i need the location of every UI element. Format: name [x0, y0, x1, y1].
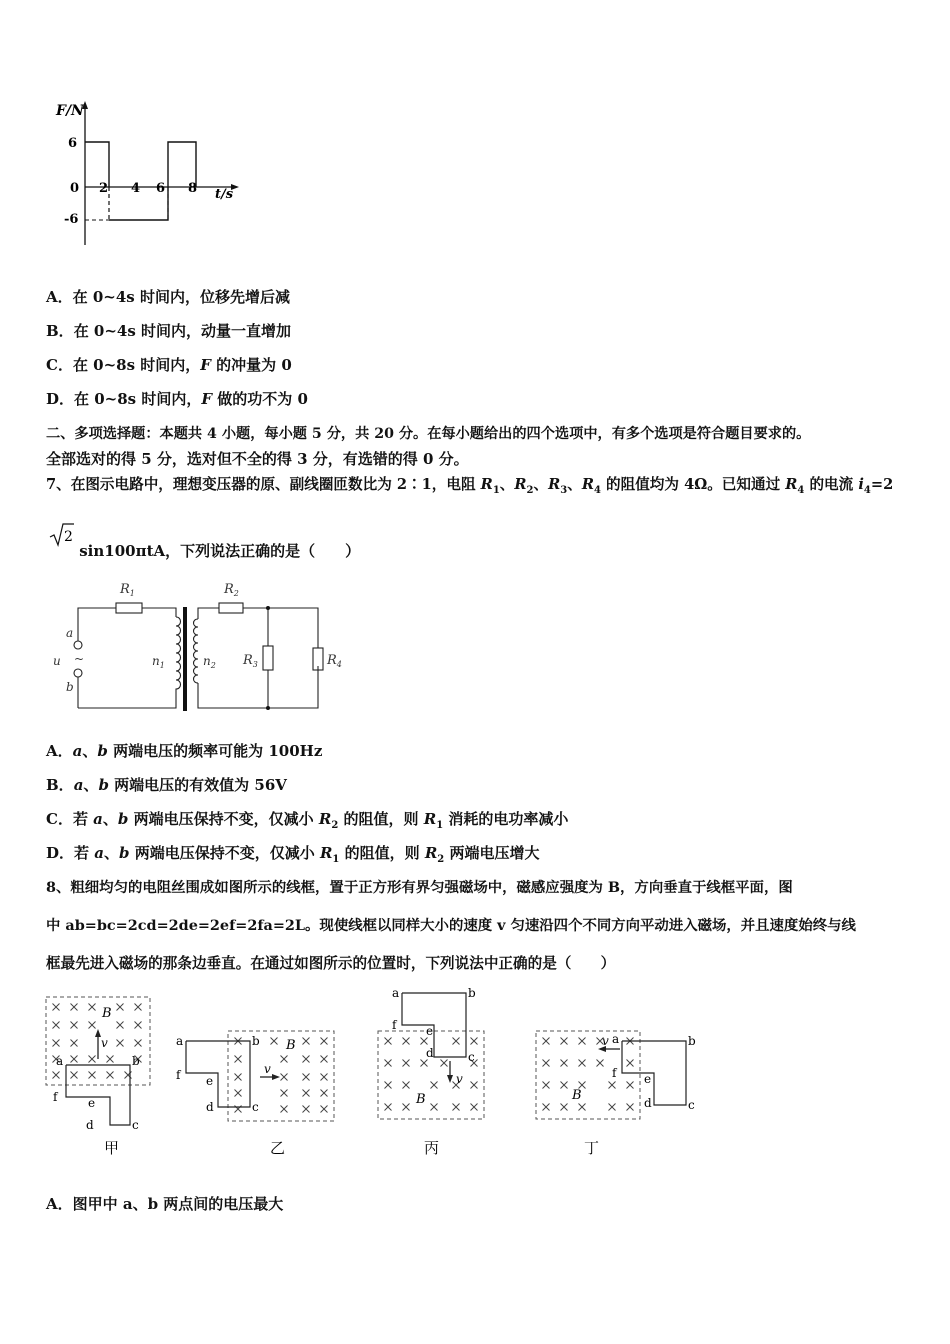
label-r2: R [224, 582, 234, 597]
q8-stem-line2: 中 ab=bc=2cd=2de=2ef=2fa=2L。现使线框以同样大小的速度 v 匀速沿四个不同方向平动进入磁场，并且速度始终与线 [46, 917, 856, 934]
q7-stem-line2 [48, 522, 361, 560]
svg-text:v: v [602, 1034, 609, 1048]
svg-text:R4: $R_4$ [327, 653, 342, 669]
q7-option-d: D．若 a、b 两端电压保持不变，仅减小 $R_1$ 的阻值，则 $R_2$ 两端电压增大 [46, 844, 540, 865]
q6-option-a-letter: A． [46, 288, 73, 306]
svg-text:a: a [612, 1032, 620, 1046]
label-r4: R [327, 653, 337, 668]
q7-option-a: A．a、b 两端电压的频率可能为 100Hz [46, 742, 323, 760]
graph-xtick-2: 2 [99, 181, 109, 196]
svg-text:d: d [426, 1046, 434, 1060]
terminal-a [74, 641, 82, 649]
q6-option-d-pre: 在 0~8s 时间内， [74, 390, 202, 408]
svg-text:a: a [176, 1034, 184, 1048]
q7-option-b: B．a、b 两端电压的有效值为 56V [46, 776, 287, 794]
svg-text:b: b [252, 1034, 260, 1048]
svg-text:e: e [88, 1096, 96, 1110]
graph-xtick-4: 4 [131, 181, 141, 196]
svg-text:b: b [132, 1054, 140, 1068]
svg-text:c: c [468, 1050, 475, 1064]
resistor-r1 [116, 603, 142, 613]
svg-text:R3: $R_3$ [243, 653, 258, 669]
primary-coil [176, 617, 181, 693]
q6-option-d-post: 做的功不为 0 [212, 390, 308, 408]
svg-text:d: d [206, 1100, 214, 1114]
q6-option-a-text: 在 0~4s 时间内，位移先增后减 [72, 288, 290, 306]
svg-text:e: e [206, 1074, 214, 1088]
figure-yi [176, 1031, 334, 1157]
svg-text:v: v [101, 1036, 108, 1050]
graph-xlabel: t/s [215, 187, 234, 202]
magnetic-field-figures [40, 985, 720, 1165]
label-a: a [66, 626, 74, 640]
svg-text:a: a [56, 1054, 64, 1068]
section2-line2: 全部选对的得 5 分，选对但不全的得 3 分，有选错的得 0 分。 [46, 450, 469, 468]
figure-label-yi: 乙 [270, 1139, 286, 1157]
resistor-r3 [263, 646, 273, 670]
svg-text:d: d [86, 1118, 94, 1132]
q6-option-c-letter: C． [46, 356, 73, 374]
terminal-b [74, 669, 82, 677]
label-u: u [53, 654, 61, 668]
q7-stem-part-d: =2 [870, 476, 894, 493]
graph-xtick-6: 6 [156, 181, 166, 196]
svg-text:B: B [572, 1088, 582, 1103]
svg-text:~: ~ [74, 652, 85, 666]
svg-text:c: c [252, 1100, 259, 1114]
svg-text:B: B [416, 1092, 426, 1107]
q7-stem: 7、在图示电路中，理想变压器的原、副线圈匝数比为 2∶1，电阻 $R_1$、$R_2$、$R_3$、$R_4$ 的阻值均为 4Ω。已知通过 $R_4$ 的电流 $i_4=2$ [46, 476, 894, 496]
q7-option-c: C．若 a、b 两端电压保持不变，仅减小 $R_2$ 的阻值，则 $R_1$ 消耗的电功率减小 [46, 810, 569, 831]
svg-text:R1: $R_1$ [120, 582, 135, 598]
q6-option-c-post: 的冲量为 0 [210, 356, 292, 374]
q6-option-c-var: F [200, 356, 211, 374]
svg-text:f: f [53, 1090, 58, 1104]
svg-text:b: b [688, 1034, 696, 1048]
svg-text:v: v [264, 1062, 271, 1076]
graph-ytick-0: 0 [70, 181, 80, 196]
figure-ding [536, 1031, 696, 1157]
svg-text:d: d [644, 1096, 652, 1110]
figure-bing [378, 986, 484, 1157]
label-r1: R [120, 582, 130, 597]
q6-option-b-text: 在 0~4s 时间内，动量一直增加 [73, 322, 292, 340]
resistor-r2 [219, 603, 243, 613]
svg-text:f: f [612, 1066, 617, 1080]
q6-option-a [46, 286, 290, 307]
svg-text:n1: $n_1$ [152, 654, 165, 670]
sqrt-radicand: 2 [64, 529, 73, 545]
q8-stem-line3: 框最先进入磁场的那条边垂直。在通过如图所示的位置时，下列说法中正确的是（ ） [46, 955, 616, 972]
label-b: b [66, 680, 74, 694]
q7-stem-part-b: 的阻值均为 4Ω。已知通过 [600, 476, 786, 493]
transformer-core [183, 607, 187, 711]
q7-stem-part-e: sin100πtA，下列说法正确的是（ ） [79, 542, 361, 560]
svg-text:R2: $R_2$ [224, 582, 239, 598]
svg-text:c: c [688, 1098, 695, 1112]
q7-stem-part-a: 7、在图示电路中，理想变压器的原、副线圈匝数比为 2∶1，电阻 [46, 476, 481, 493]
svg-text:e: e [426, 1024, 434, 1038]
svg-text:f: f [392, 1018, 397, 1032]
label-n1: n [152, 654, 160, 668]
q6-option-b-letter: B． [46, 322, 74, 340]
svg-text:n2: $n_2$ [203, 654, 216, 670]
figure-label-jia: 甲 [104, 1139, 120, 1157]
svg-text:B: B [102, 1006, 112, 1021]
label-r3: R [243, 653, 253, 668]
svg-text:v: v [456, 1072, 463, 1086]
figure-jia [46, 997, 150, 1157]
svg-text:f: f [176, 1068, 181, 1082]
figure-label-ding: 丁 [584, 1139, 600, 1157]
graph-ytick-6: 6 [68, 136, 78, 151]
svg-text:B: B [286, 1038, 296, 1053]
svg-text:e: e [644, 1072, 652, 1086]
label-n2: n [203, 654, 211, 668]
graph-ytick-neg6: -6 [64, 212, 79, 227]
q6-option-c-pre: 在 0~8s 时间内， [72, 356, 201, 374]
q7-stem-part-c: 的电流 [804, 476, 859, 493]
secondary-coil [194, 619, 199, 683]
svg-text:b: b [468, 986, 476, 1000]
sqrt-sign-icon [48, 522, 74, 548]
q6-option-c [46, 354, 292, 375]
graph-ylabel: F/N [56, 103, 84, 119]
q6-option-b [46, 320, 291, 341]
force-time-graph [40, 95, 250, 255]
svg-text:c: c [132, 1118, 139, 1132]
q6-option-d [46, 388, 308, 409]
section2-line1: 二、多项选择题：本题共 4 小题，每小题 5 分，共 20 分。在每小题给出的四个选项中，有多个选项是符合题目要求的。 [46, 426, 811, 442]
q8-option-a: A．图甲中 a、b 两点间的电压最大 [46, 1195, 284, 1213]
q8-stem-line1: 8、粗细均匀的电阻丝围成如图所示的线框，置于正方形有界匀强磁场中，磁感应强度为 B，方向垂直于线框平面，图 [46, 879, 793, 896]
graph-xtick-8: 8 [188, 181, 198, 196]
q6-option-d-var: F [201, 390, 213, 408]
svg-text:a: a [392, 986, 400, 1000]
transformer-circuit-diagram [48, 575, 348, 720]
q6-option-d-letter: D． [46, 390, 75, 408]
figure-label-bing: 丙 [424, 1139, 440, 1157]
